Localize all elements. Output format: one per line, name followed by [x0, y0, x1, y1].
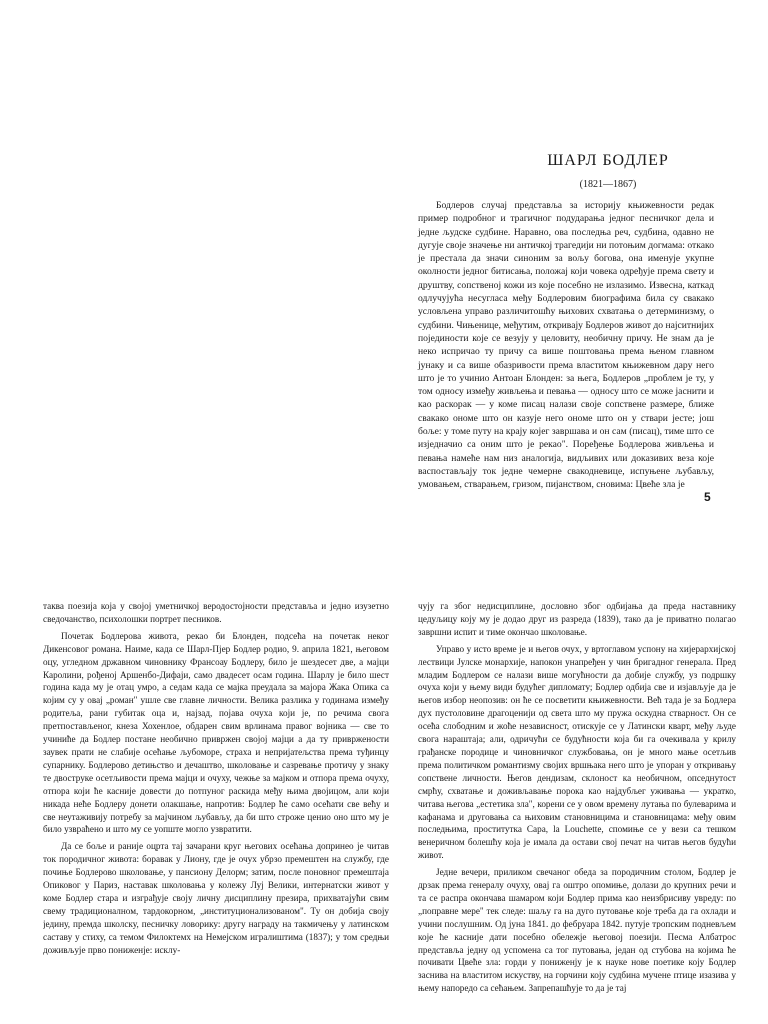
bottom-right-column [418, 600, 736, 1018]
life-dates: (1821—1867) [579, 179, 637, 190]
page-number: 5 [704, 490, 711, 504]
paragraph: чују га због недисциплине, дословно због одбијања да преда наставнику цедуљицу коју му је додао друг из разреда (1839), тако да је приватно полагао завршни испит и тиме окончао школовање. [418, 601, 736, 637]
paragraph: Почетак Бодлерова живота, рекао би Блонден, подсећа на почетак неког Дикенсовог романа. Наиме, када се Шарл-Пјер Бодлер родио, 9. априла 1821, његовом оцу, угледном државном чиновнику Франсоау Бодлеру, било је шездесет две, а мајци Каролини, рођеној Аршенбо-Дифаји, само двадесет осам година. Шарлу је било шест година када му је отац умро, а седам када се мајка преудала за мајора Жака Опика са којим су у овај „роман" ушле све главне личности. Велика разлика у годинама између родитеља, рани губитак оца и, најзад, појава очуха који је, по речима свога претпостављеног, кнеза Хохенлое, обдарен свим врлинама правог војника — све то учиниће да Бодлер постане необично привржен својој мајци а да ту привржености заувек прати не слабије осећање љубоморе, страха и непријатељства према туђинцу супарнику. Бодлерово детињство и дечаштво, школовање и сазревање протичу у знаку те двоструке осетљивости према мајци и очуху, чежње за мајком и отпора према очуху, отпора који ће касније довести до потпуног раскида међу њима двојицом, али који никада неће Бодлеру донети олакшање, напротив: Бодлер ће само осећати све већу и све неутаживију потребу за мајчином љубављу, да би што строже ценио оно што му је било узвраћено и што му се уопште могло узвратити. [43, 630, 389, 835]
paragraph: Да се боље и раније оцрта тај зачарани круг његових осећања допринео је читав ток породичног живота: боравак у Лиону, где је очух убрзо премештен на службу, где почиње Бодлерово школовање, у пансиону Делорм; затим, после поновног премештаја Опиковог у Париз, наставак школовања у колежу Луј Велики, интернатски живот у коме Бодлер стара и изграђује своју личну дисциплину презира, прихватајући свим свему традиционалном, тардокорном, „институционализованом". Ту он добија своју једину, премда школску, песничку ловорику: другу награду на такмичењу у латинском саставу у стиху, са темом Филоктемх на Немејском игралиштима (1837); у том средњи доживљује прво пониженје: исклу- [43, 841, 389, 955]
paragraph: Управо у исто време је и његов очух, у вртоглавом успону на хијерархијској лествици Јулске монархије, напокон унапређен у чин бригадног генерала. Пред младим Бодлером се налази више могућности да добије службу, уз подршку очуха који у њему види будућег дипломату; Бодлер одбија све и изјављује да је његов избор неопозив: он ће се посветити књижевности. Већ тада је за Бодлера дух пустоловине драгоценији од света што му пружа оскудна стварност. Он се осећа слободним и жоће независност, отискује се у Латински кварт, међу људе свога нараштаја; али, одричући се будућности која би га очекивала у крилу грађанске породице и чиновничког службовања, он је много мање осетљив према политичком романтизму својих вршњака него што је упоран у откривању сопствене личности. Његов дендизам, склоност ка необичном, опседнутост смрћу, схватање и доживљавање порока као најдубљег уживања — укратко, читава његова „естетика зла", корени се у овом времену лутања по булеварима и кафанама и друговања са њиховим становницима и становницама: међу овим последњима, проститутка Сара, la Louchette, спомиње се у вези са тешком венеричном болешћу која је имала да остави свој печат на читав његов будући живот. [418, 643, 736, 861]
top-page-paragraph: Бодлеров случај представља за историју књижевности редак пример подробног и трагичног подударања једног песничког дела и једне људске судбине. Наравно, ова последња реч, судбина, одавно не дугује своје значење ни античкој трагедији ни потоњим догмама: откако је престала да значи синоним за вољу богова, она именује укупне околности једног битисања, положај који човека одређује према свету и друштву, сопственој кожи из које посебно не излазимо. Извесна, каткад одлучујућа несугласа међу Бодлеровим биографима била су свакако условљена управо различитошћу њихових схватања о детерминизму, о судбини. Чињенице, међутим, откривају Бодлеров живот до најситнијих појединости које се везују у целовиту, необичну причу. Не знам да је неко испричао ту причу са више поштовања према њеном главном јунаку и са више обазривости према властитом књижевном дару него што је то учинио Антоан Блонден: за њега, Бодлеров „проблем је ту, у том односу између живљења и певања — односу што се може јаснити и као раскорак — у коме писац налази своје сопствене размере, ближе свакако ономе што он казује него ономе што он у ствари јесте; још боље: у томе путу на крају којег завршава и он сам (писац), тиме што се изједначио са оним што је рекао". Поређење Бодлерова живљења и певања намеће нам низ аналогија, видљивих или доказивих веза које васпостављају ток једне чемерне свакодневице, испуњене љубављу, умовањем, стварањем, гризом, пијанством, сновима: Цвеће зла је [418, 200, 714, 491]
top-page-column [418, 199, 714, 492]
paragraph: таква поезија која у својој уметничкој веродостојности представља и једно изузетно сведочанство, психолошки портрет песников. [43, 601, 389, 624]
bottom-left-column [43, 600, 389, 1018]
chapter-title: ШАРЛ БОДЛЕР [547, 152, 669, 169]
paragraph: Једне вечери, приликом свечаног обеда за породичним столом, Бодлер је дрзак према генералу очуху, овај га оштро опомиње, долази до крупних речи и та се распра окончава шамаром који Бодлер прима као неизбрисиву увреду: по „поправне мере" тек следе: шаљу га на дуго путовање које треба да га охлади и учини послушним. Од јуна 1841. до фебруара 1842. путује тропским подневљем које ће касније дати посебно обележје његовој поезији. Песма Албатрос представља једну од успомена са тог путовања, један од стубова на којима ће почивати Цвеће зла: горди у пониженју је к науке нове поетике коју Бодлер заснива на властитом искуству, на горчини коју судбина мучене птице изазива у њему напоредо са сећањем. Запрепашћује то да је тај [418, 867, 736, 994]
